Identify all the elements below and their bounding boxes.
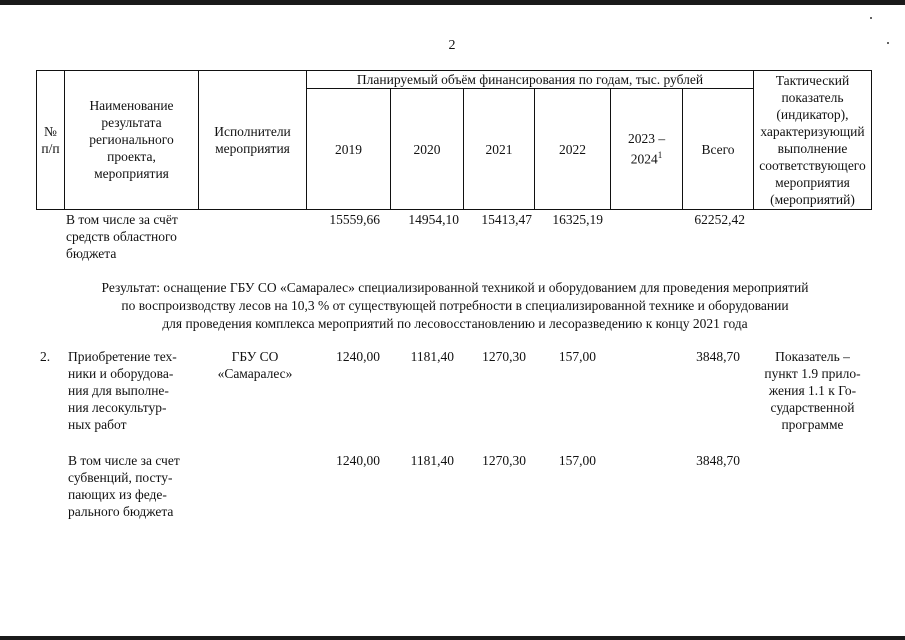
regional-total: 62252,42 (694, 212, 745, 227)
scan-speck (887, 42, 889, 44)
header-year-2023-2024: 2023 – 2024$^1$ (627, 131, 666, 167)
row2-indicator: Показатель – пункт 1.9 прило- жения 1.1 к Го- сударственной программе (764, 349, 861, 432)
header-year-2019: 2019 (335, 141, 362, 157)
row2-executor: ГБУ СО «Самаралес» (217, 349, 293, 381)
federal-value-2021: 1270,30 (482, 453, 526, 468)
regional-value-2021: 15413,47 (481, 212, 532, 227)
header-num: № п/п (41, 123, 60, 156)
header-year-2021: 2021 (485, 141, 513, 157)
scan-top-border (0, 0, 905, 5)
row2-name: Приобретение тех- ники и оборудова- ния для выполне- ния лесокультур- ных работ (68, 349, 177, 432)
row2-value-2022: 157,00 (558, 349, 596, 364)
federal-value-2022: 157,00 (558, 453, 596, 468)
federal-subventions-label: В том числе за счет субвенций, посту- пающих из феде- рального бюджета (68, 453, 180, 519)
table-header (36, 70, 872, 210)
header-total: Всего (701, 141, 735, 157)
header-plan: Планируемый объём финансирования по годам, тыс. рублей (356, 71, 704, 87)
result-paragraph: Результат: оснащение ГБУ СО «Самаралес» специализированной техникой и оборудованием для проведения мероприятий по воспроизводству лесов на 10,3 % от существующей потребности в специализированной технике и оборудовании для проведения комплекса мероприятий по лесовосстановлению и лесоразведению к концу 2021 года (101, 280, 809, 331)
header-year-2022: 2022 (559, 141, 586, 157)
header-year-2020: 2020 (413, 141, 441, 157)
regional-value-2019: 15559,66 (329, 212, 380, 227)
regional-budget-label: В том числе за счёт средств областного бюджета (66, 212, 178, 261)
federal-value-2020: 1181,40 (410, 453, 454, 468)
scan-bottom-border (0, 636, 905, 640)
scan-speck (870, 17, 872, 19)
header-name: Наименование результата регионального проекта, мероприятия (89, 98, 174, 181)
row2-total: 3848,70 (696, 349, 740, 364)
row2-number: 2. (40, 349, 51, 364)
regional-value-2022: 16325,19 (552, 212, 603, 227)
federal-total: 3848,70 (696, 453, 740, 468)
row2-value-2019: 1240,00 (336, 349, 380, 364)
page-number: 2 (448, 38, 456, 53)
header-executors: Исполнители мероприятия (214, 123, 291, 156)
header-indicator: Тактический показатель (индикатор), характеризующий выполнение соответствующего мероприятия (мероприятий) (759, 72, 866, 207)
row2-value-2021: 1270,30 (482, 349, 526, 364)
regional-value-2020: 14954,10 (408, 212, 459, 227)
federal-value-2019: 1240,00 (336, 453, 380, 468)
row2-value-2020: 1181,40 (410, 349, 454, 364)
